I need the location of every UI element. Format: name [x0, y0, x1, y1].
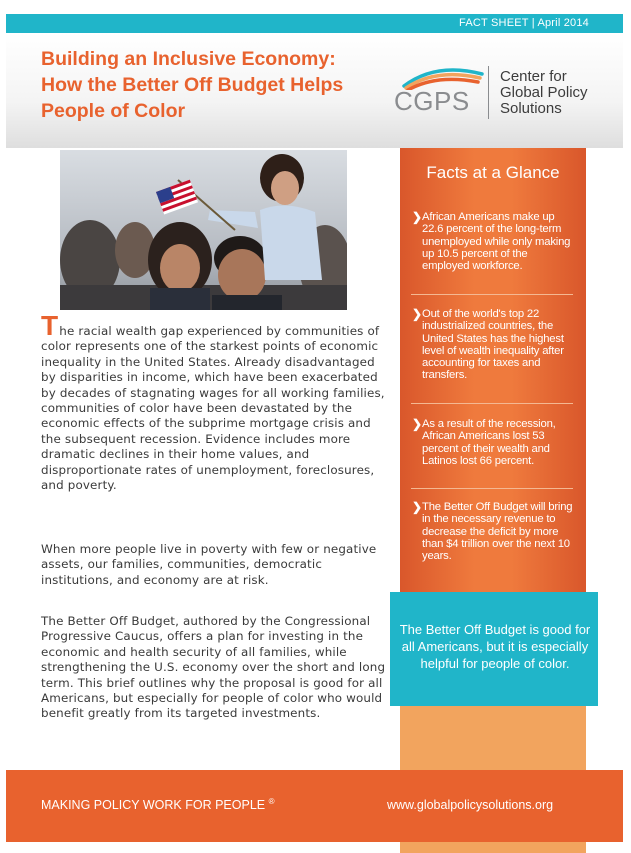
fact-text: The Better Off Budget will bring in the necessary revenue to decrease the deficit by more than $4 trillion over the next 10 years. [422, 501, 573, 563]
facts-heading: Facts at a Glance [426, 163, 560, 182]
chevron-right-icon: ❯ [412, 307, 422, 321]
org-name-line-2: Global Policy [500, 84, 588, 101]
risk-paragraph: When more people live in poverty with few or negative assets, our families, communities, democratic institutions, and economy are at risk. [41, 542, 377, 587]
registered-mark: ® [268, 797, 275, 806]
fact-text: As a result of the recession, African Americans lost 53 percent of their wealth and Latinos lost 66 percent. [422, 418, 556, 467]
fact-item [412, 308, 576, 382]
chevron-right-icon: ❯ [412, 500, 422, 514]
title-line-3: People of Color [41, 100, 186, 122]
fact-text: African Americans make up 22.6 percent of the long-term unemployed while only making up 10.5 percent of the employed workforce. [422, 211, 571, 273]
drop-cap: T [41, 310, 59, 341]
fact-sheet-date: FACT SHEET | April 2014 [459, 17, 589, 29]
org-name-line-1: Center for [500, 68, 567, 85]
divider [411, 488, 573, 489]
logo-divider [488, 66, 489, 119]
chevron-right-icon: ❯ [412, 417, 422, 431]
intro-paragraph-text: he racial wealth gap experienced by communities of color represents one of the starkest points of economic inequality in the United States. Already disadvantaged by disparities in income, which have been exacerbated by decades of stagnating wages for all working families, communities of color have been devastated by the economic effects of the subprime mortgage crisis and the subsequent recession. Evidence includes more dramatic declines in their home values, and disproportionate rates of unemployment, foreclosures, and poverty. [41, 324, 385, 493]
intro-paragraph [41, 310, 389, 493]
footer-slogan [41, 797, 275, 812]
title-line-2: How the Better Off Budget Helps [41, 74, 344, 96]
fact-item [412, 211, 576, 272]
family-with-flag-photo [60, 150, 347, 310]
callout-text: The Better Off Budget is good for all Americans, but it is especially helpful for people of color. [399, 622, 591, 671]
page-title [41, 46, 391, 124]
budget-paragraph: The Better Off Budget, authored by the Congressional Progressive Caucus, offers a plan for investing in the economic and health security of all families, while strengthening the U.S. economy over the short and long term. This brief outlines why the proposal is good for all Americans, but especially for people of color who would benefit greatly from its targeted investments. [41, 614, 386, 721]
top-bar [6, 14, 623, 33]
fact-item [412, 418, 576, 467]
logo-wordmark: CGPS [394, 86, 470, 116]
fact-item [412, 501, 576, 562]
org-name-line-3: Solutions [500, 100, 562, 117]
chevron-right-icon: ❯ [412, 210, 422, 224]
slogan-text: MAKING POLICY WORK FOR PEOPLE [41, 798, 266, 813]
website-link[interactable]: www.globalpolicysolutions.org [387, 798, 554, 812]
divider [411, 403, 573, 404]
divider [411, 294, 573, 295]
organization-name [500, 69, 610, 117]
fact-text: Out of the world's top 22 industrialized countries, the United States has the highest level of wealth inequality after accounting for taxes and transfers. [422, 308, 564, 382]
title-line-1: Building an Inclusive Economy: [41, 48, 336, 70]
